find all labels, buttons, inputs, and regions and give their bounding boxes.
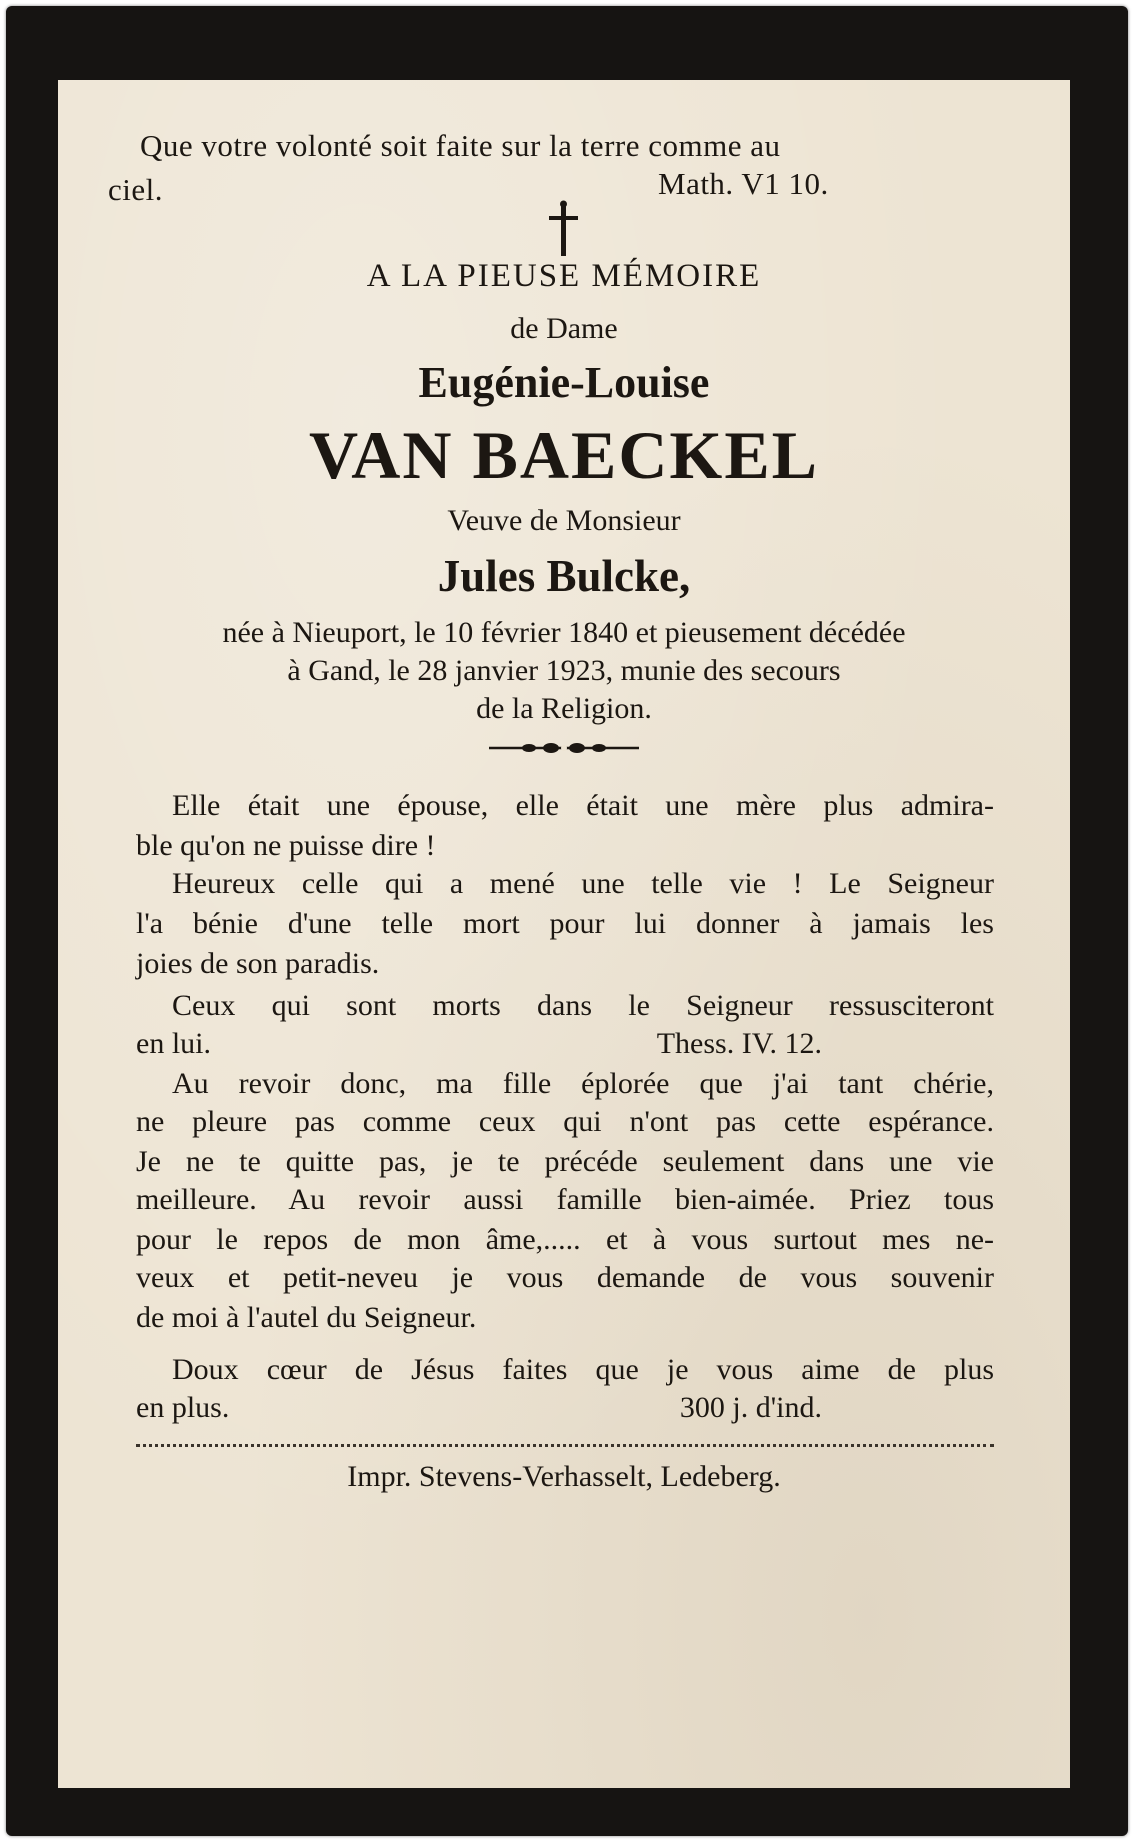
body-line (136, 1104, 994, 1140)
body-line (172, 788, 994, 824)
body-line (172, 866, 994, 902)
body-line-reference: 300 j. d'ind. (679, 1391, 822, 1424)
body-line-text: Au revoir donc, ma fille éplorée que j'ai tant chérie, (172, 1067, 994, 1100)
body-line-text: Heureux celle qui a mené une telle vie ! Le Seigneur (172, 867, 994, 900)
body-line (172, 1066, 994, 1102)
memorial-card (6, 6, 1128, 1836)
widow-of: Veuve de Monsieur (447, 504, 681, 537)
body-line-text: veux et petit-neveu je vous demande de vous souvenir (136, 1261, 994, 1294)
body-line (172, 988, 994, 1024)
body-line-text: pour le repos de mon âme,..... et à vous surtout mes ne- (136, 1223, 994, 1256)
body-line-text: l'a bénie d'une telle mort pour lui donner à jamais les (136, 907, 994, 940)
body-line-text: meilleure. Au revoir aussi famille bien-aimée. Priez tous (136, 1183, 994, 1216)
body-line (136, 1026, 994, 1062)
body-line-text: Doux cœur de Jésus faites que je vous aime de plus (172, 1353, 994, 1386)
de-dame: de Dame (510, 312, 618, 345)
deceased-surname: VAN BAECKEL (308, 417, 820, 493)
epigraph-line-2: ciel. (108, 172, 163, 207)
body-line (136, 1260, 994, 1296)
flourish-divider-icon (58, 740, 1070, 756)
body-line-text: en plus. (136, 1391, 230, 1424)
body-line-text: de moi à l'autel du Seigneur. (136, 1301, 477, 1334)
body-line (172, 1352, 994, 1388)
card-paper (58, 80, 1070, 1788)
body-line (136, 1222, 994, 1258)
bio-line-3: de la Religion. (476, 692, 652, 725)
husband-name: Jules Bulcke, (437, 551, 691, 601)
body-line-text: Je ne te quitte pas, je te précéde seulement dans une vie (136, 1145, 994, 1178)
body-line (136, 1390, 994, 1426)
body-line-text: en lui. (136, 1027, 211, 1060)
body-line-text: ne pleure pas comme ceux qui n'ont pas cette espérance. (136, 1105, 994, 1138)
body-line (136, 1144, 994, 1180)
bio-line-1: née à Nieuport, le 10 février 1840 et pieusement décédée (222, 616, 906, 649)
body-line-text: joies de son paradis. (136, 947, 380, 980)
deceased-first-names: Eugénie-Louise (418, 358, 710, 407)
body-line-text: Elle était une épouse, elle était une mère plus admira- (172, 789, 994, 822)
epigraph-reference: Math. V1 10. (658, 166, 829, 201)
body-line (136, 1300, 994, 1336)
body-line (136, 828, 994, 864)
body-line-reference: Thess. IV. 12. (656, 1027, 822, 1060)
body-line-text: Ceux qui sont morts dans le Seigneur ressusciteront (172, 989, 994, 1022)
body-line (136, 946, 994, 982)
bio-line-2: à Gand, le 28 janvier 1923, munie des secours (287, 654, 841, 687)
body-line (136, 906, 994, 942)
epigraph-line-1: Que votre volonté soit faite sur la terre comme au (140, 128, 781, 163)
latin-cross-icon (58, 198, 1070, 264)
printer-imprint: Impr. Stevens-Verhasselt, Ledeberg. (347, 1460, 781, 1493)
dotted-separator (136, 1444, 994, 1447)
body-line (136, 1182, 994, 1218)
body-line-text: ble qu'on ne puisse dire ! (136, 829, 436, 862)
memorial-heading: A LA PIEUSE MÉMOIRE (366, 258, 762, 294)
